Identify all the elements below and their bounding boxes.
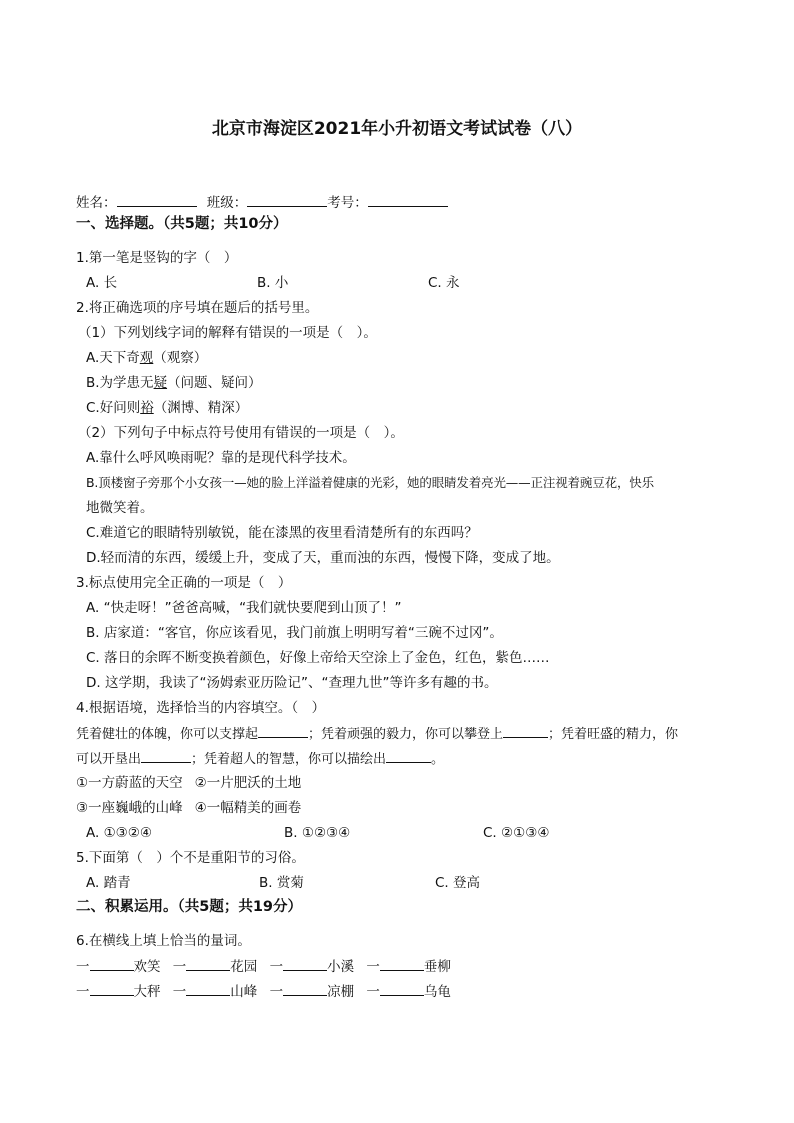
section-heading-1: 一、选择题。（共5题；共10分） bbox=[76, 216, 288, 232]
q4-blank-3[interactable] bbox=[141, 749, 191, 763]
number-field[interactable] bbox=[368, 193, 448, 207]
q6-blank-5[interactable] bbox=[90, 982, 134, 996]
q4-item-4: ④一幅精美的画卷 bbox=[194, 800, 302, 816]
q4-passage-line-1 bbox=[76, 724, 678, 744]
q6-blank-4[interactable] bbox=[380, 957, 424, 971]
q5-option-c[interactable]: C. 登高 bbox=[435, 875, 481, 891]
q4-option-b[interactable]: B. ①②③④ bbox=[284, 825, 351, 841]
page-title: 北京市海淀区2021年小升初语文考试试卷（八） bbox=[211, 119, 583, 139]
underlined-char: 疑 bbox=[153, 375, 168, 391]
q2-sub1-stem: （1）下列划线字词的解释有错误的一项是（ ）。 bbox=[78, 325, 377, 341]
q6-row-1 bbox=[76, 957, 451, 976]
q1-option-c[interactable]: C. 永 bbox=[428, 275, 460, 291]
question-4-stem: 4.根据语境，选择恰当的内容填空。（ ） bbox=[76, 700, 326, 716]
q6-blank-1[interactable] bbox=[90, 957, 134, 971]
q5-option-a[interactable]: A. 踏青 bbox=[86, 875, 131, 891]
q3-option-b[interactable]: B. 店家道：“客官，你应该看见，我门前旗上明明写着“三碗不过冈”。 bbox=[86, 625, 503, 641]
question-3-stem: 3.标点使用完全正确的一项是（ ） bbox=[76, 575, 292, 591]
question-1-stem: 1.第一笔是竖钩的字（ ） bbox=[76, 250, 238, 266]
q2-sub2-option-a[interactable]: A.靠什么呼风唤雨呢？靠的是现代科学技术。 bbox=[86, 450, 356, 466]
q4-blank-1[interactable] bbox=[258, 724, 308, 738]
prefix-yi: 一 bbox=[269, 959, 284, 975]
passage-text: ；凭着超人的智慧，你可以描绘出 bbox=[191, 752, 387, 767]
q6-word-1: 欢笑 bbox=[133, 959, 161, 975]
passage-text: 凭着健壮的体魄，你可以支撑起 bbox=[76, 727, 259, 742]
prefix-yi: 一 bbox=[76, 984, 90, 1000]
section-heading-2: 二、积累运用。（共5题；共19分） bbox=[76, 899, 303, 915]
q6-word-7: 凉棚 bbox=[327, 984, 355, 1000]
q3-option-a[interactable]: A. “快走呀！”爸爸高喊，“我们就快要爬到山顶了！” bbox=[86, 600, 402, 616]
option-note: （问题、疑问） bbox=[167, 375, 262, 391]
prefix-yi: 一 bbox=[366, 959, 380, 975]
question-2-stem: 2.将正确选项的序号填在题后的括号里。 bbox=[76, 300, 319, 316]
q1-option-a[interactable]: A. 长 bbox=[86, 275, 118, 291]
q2-sub2-option-c[interactable]: C.难道它的眼睛特别敏锐，能在漆黑的夜里看清楚所有的东西吗？ bbox=[86, 525, 478, 541]
q6-row-2 bbox=[76, 982, 451, 1001]
q2-sub2-option-b-cont: 地微笑着。 bbox=[86, 500, 154, 516]
q6-word-4: 垂柳 bbox=[423, 959, 451, 975]
q6-blank-6[interactable] bbox=[186, 982, 230, 996]
q6-blank-2[interactable] bbox=[186, 957, 230, 971]
prefix-yi: 一 bbox=[172, 959, 187, 975]
prefix-yi: 一 bbox=[366, 984, 380, 1000]
q1-option-b[interactable]: B. 小 bbox=[257, 275, 289, 291]
q4-item-1: ①一方蔚蓝的天空 bbox=[76, 775, 183, 791]
q4-choices-row-2 bbox=[76, 799, 301, 817]
option-text: B.为学患无 bbox=[86, 375, 154, 391]
q4-item-3: ③一座巍峨的山峰 bbox=[76, 800, 183, 816]
number-label: 考号： bbox=[327, 195, 368, 211]
q4-option-a[interactable]: A. ①③②④ bbox=[86, 825, 152, 841]
q6-word-5: 大秤 bbox=[133, 984, 161, 1000]
prefix-yi: 一 bbox=[76, 959, 90, 975]
q2-sub2-option-d[interactable]: D.轻而清的东西，缓缓上升，变成了天，重而浊的东西，慢慢下降，变成了地。 bbox=[86, 550, 560, 566]
underlined-char: 观 bbox=[139, 350, 154, 366]
class-field[interactable] bbox=[247, 193, 327, 207]
option-text: C.好问则 bbox=[86, 400, 141, 416]
class-label: 班级： bbox=[206, 195, 248, 211]
underlined-char: 裕 bbox=[140, 400, 154, 416]
option-text: A.天下奇 bbox=[86, 350, 140, 366]
passage-text: 可以开垦出 bbox=[76, 752, 142, 767]
prefix-yi: 一 bbox=[269, 984, 284, 1000]
q6-word-2: 花园 bbox=[230, 959, 258, 975]
option-note: （观察） bbox=[153, 350, 208, 366]
name-label: 姓名： bbox=[76, 195, 117, 211]
passage-text: 。 bbox=[431, 752, 445, 767]
q2-sub1-option-b[interactable] bbox=[86, 374, 262, 392]
q2-sub1-option-c[interactable] bbox=[86, 399, 248, 417]
option-note: （渊博、精深） bbox=[153, 400, 249, 416]
prefix-yi: 一 bbox=[172, 984, 187, 1000]
q6-blank-8[interactable] bbox=[380, 982, 424, 996]
q2-sub2-option-b[interactable]: B.顶楼窗子旁那个小女孩一—她的脸上洋溢着健康的光彩，她的眼睛发着亮光——正注视着豌豆花，快乐 bbox=[86, 475, 655, 490]
q4-passage-line-2 bbox=[76, 749, 444, 769]
q4-option-c[interactable]: C. ②①③④ bbox=[483, 825, 550, 841]
q3-option-c[interactable]: C. 落日的余晖不断变换着颜色，好像上帝给天空涂上了金色，红色，紫色…… bbox=[86, 650, 550, 666]
q4-item-2: ②一片肥沃的土地 bbox=[194, 775, 302, 791]
q6-word-3: 小溪 bbox=[327, 959, 355, 975]
q2-sub2-stem: （2）下列句子中标点符号使用有错误的一项是（ ）。 bbox=[78, 425, 404, 441]
passage-text: ；凭着顽强的毅力，你可以攀登上 bbox=[308, 727, 504, 742]
question-5-stem: 5.下面第（ ）个不是重阳节的习俗。 bbox=[76, 850, 305, 866]
name-field[interactable] bbox=[117, 193, 197, 207]
q6-word-8: 乌龟 bbox=[423, 984, 451, 1000]
q4-choices-row-1 bbox=[76, 774, 301, 792]
q5-option-b[interactable]: B. 赏菊 bbox=[259, 875, 304, 891]
passage-text: ；凭着旺盛的精力，你 bbox=[548, 727, 679, 742]
q2-sub1-option-a[interactable] bbox=[86, 349, 207, 367]
q4-blank-4[interactable] bbox=[386, 749, 431, 763]
student-info-line bbox=[76, 193, 448, 212]
q6-word-6: 山峰 bbox=[230, 984, 258, 1000]
q6-blank-7[interactable] bbox=[283, 982, 327, 996]
q4-blank-2[interactable] bbox=[503, 724, 548, 738]
q3-option-d[interactable]: D. 这学期，我读了“汤姆索亚历险记”、“查理九世”等许多有趣的书。 bbox=[86, 675, 498, 691]
question-6-stem: 6.在横线上填上恰当的量词。 bbox=[76, 933, 251, 949]
q6-blank-3[interactable] bbox=[283, 957, 327, 971]
